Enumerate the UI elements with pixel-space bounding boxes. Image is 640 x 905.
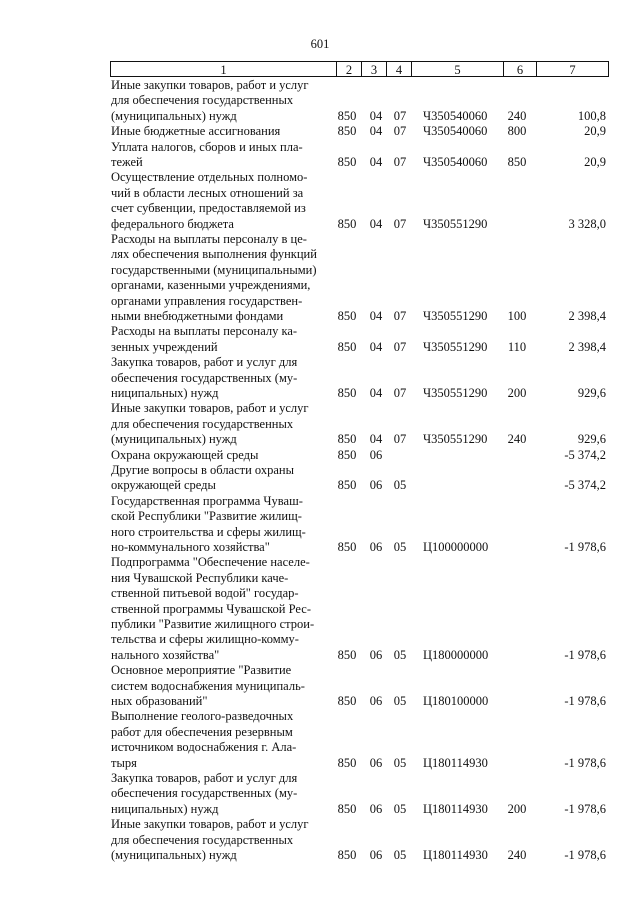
row-cell-3: 04 — [369, 154, 383, 169]
row-cell-2: 850 — [337, 124, 357, 139]
row-cell-4: 07 — [393, 108, 407, 123]
row-name — [111, 463, 319, 494]
row-cell-7: -1 978,6 — [564, 755, 606, 770]
row-cell-5: Ч350551290 — [423, 432, 488, 447]
row-cell-7: -1 978,6 — [564, 539, 606, 554]
table-row — [0, 170, 640, 232]
row-name-line: для обеспечения государственных — [111, 93, 294, 108]
row-name-line: ниципальных) нужд — [111, 386, 219, 400]
row-cell-5: Ч350551290 — [423, 385, 488, 400]
row-name-line: Подпрограмма "Обеспечение населе- — [111, 555, 310, 570]
row-cell-6: 200 — [507, 801, 527, 816]
row-cell-3: 04 — [369, 108, 383, 123]
row-cell-3: 06 — [369, 447, 383, 462]
row-name-line: Иные бюджетные ассигнования — [111, 124, 281, 139]
row-cell-5: Ч350551290 — [423, 339, 488, 354]
page-number: 601 — [310, 37, 330, 51]
row-name — [111, 709, 319, 771]
row-name-line: лях обеспечения выполнения функций — [111, 247, 317, 262]
row-name-line: федерального бюджета — [111, 216, 234, 231]
row-cell-5: Ц180100000 — [423, 693, 489, 708]
row-name-line: Иные закупки товаров, работ и услуг — [111, 817, 309, 832]
row-name-line: Закупка товаров, работ и услуг для — [111, 771, 298, 785]
row-name-line: ской Республики "Развитие жилищ- — [111, 509, 302, 524]
row-cell-7: -1 978,6 — [564, 847, 606, 862]
table-row — [0, 817, 640, 863]
header-cell-5: 5 — [411, 61, 503, 77]
row-cell-5: Ч350551290 — [423, 308, 488, 323]
row-name-line: (муниципальных) нужд — [111, 432, 237, 447]
row-cell-4: 05 — [393, 847, 407, 862]
row-cell-2: 850 — [337, 447, 357, 462]
row-name-line: нального хозяйства" — [111, 647, 220, 662]
row-cell-2: 850 — [337, 432, 357, 447]
row-name-line: органами управления государствен- — [111, 293, 303, 308]
row-cell-5: Ц180114930 — [423, 801, 488, 816]
row-cell-3: 04 — [369, 432, 383, 447]
row-cell-4: 07 — [393, 385, 407, 400]
row-name-line: Закупка товаров, работ и услуг для — [111, 355, 298, 370]
row-cell-5: Ч350540060 — [423, 108, 488, 123]
header-cell-3: 3 — [361, 61, 386, 77]
row-cell-6: 200 — [507, 385, 527, 400]
row-cell-4: 05 — [393, 539, 407, 554]
row-name-line: Основное мероприятие "Развитие — [111, 663, 292, 678]
row-name-line: Расходы на выплаты персоналу в це- — [111, 232, 307, 246]
row-cell-2: 850 — [337, 385, 357, 400]
row-cell-3: 04 — [369, 124, 383, 139]
row-name-line: ного строительства и сферы жилищ- — [111, 524, 306, 539]
row-name-line: чий в области лесных отношений за — [111, 185, 304, 200]
row-name — [111, 232, 319, 324]
row-name-line: работ для обеспечения резервным — [111, 724, 293, 739]
row-cell-2: 850 — [337, 801, 357, 816]
row-cell-3: 04 — [369, 308, 383, 323]
row-name-line: ния Чувашской Республики каче- — [111, 570, 289, 585]
row-cell-7: -1 978,6 — [564, 693, 606, 708]
row-cell-7: 929,6 — [577, 432, 606, 447]
row-name-line: ных образований" — [111, 694, 208, 708]
row-cell-7: 2 398,4 — [568, 339, 606, 354]
row-cell-4: 07 — [393, 308, 407, 323]
table-row — [0, 140, 640, 171]
row-name-line: Уплата налогов, сборов и иных пла- — [111, 139, 303, 154]
row-name-line: органами, казенными учреждениями, — [111, 278, 311, 293]
row-cell-2: 850 — [337, 154, 357, 169]
table-row — [0, 663, 640, 709]
row-name-line: государственными (муниципальными) — [111, 262, 317, 277]
row-name-line: Иные закупки товаров, работ и услуг — [111, 401, 309, 416]
table-row — [0, 771, 640, 817]
row-cell-6: 850 — [507, 154, 527, 169]
row-name — [111, 817, 319, 863]
row-name — [111, 170, 319, 232]
table-row — [0, 324, 640, 355]
row-name-line: Расходы на выплаты персоналу ка- — [111, 324, 298, 339]
table-row — [0, 709, 640, 771]
row-name — [111, 448, 319, 463]
row-cell-3: 04 — [369, 216, 383, 231]
row-name-line: тыря — [111, 755, 137, 770]
row-cell-6: 110 — [507, 339, 527, 354]
row-cell-6: 240 — [507, 432, 527, 447]
row-name-line: окружающей среды — [111, 478, 216, 493]
row-cell-2: 850 — [337, 693, 357, 708]
header-cell-7: 7 — [536, 61, 609, 77]
row-name-line: (муниципальных) нужд — [111, 108, 237, 123]
row-cell-4: 07 — [393, 154, 407, 169]
row-name — [111, 78, 319, 124]
row-name-line: Другие вопросы в области охраны — [111, 463, 295, 477]
row-cell-2: 850 — [337, 308, 357, 323]
row-name-line: Иные закупки товаров, работ и услуг — [111, 78, 309, 92]
row-name-line: ственной программы Чувашской Рес- — [111, 601, 311, 616]
row-cell-4: 05 — [393, 647, 407, 662]
table-row — [0, 401, 640, 447]
row-cell-7: -1 978,6 — [564, 647, 606, 662]
row-name-line: тельства и сферы жилищно-комму- — [111, 632, 299, 647]
row-cell-5: Ц180000000 — [423, 647, 489, 662]
row-cell-7: 20,9 — [584, 154, 606, 169]
row-cell-4: 07 — [393, 432, 407, 447]
row-cell-7: 929,6 — [577, 385, 606, 400]
row-name-line: зенных учреждений — [111, 339, 218, 354]
row-name — [111, 355, 319, 401]
row-cell-2: 850 — [337, 539, 357, 554]
row-cell-5: Ч350551290 — [423, 216, 488, 231]
row-name-line: обеспечения государственных (му- — [111, 786, 298, 801]
row-name-line: для обеспечения государственных — [111, 832, 294, 847]
row-name-line: источником водоснабжения г. Ала- — [111, 740, 297, 755]
row-name-line: ными внебюджетными фондами — [111, 309, 284, 324]
row-name-line: Осуществление отдельных полномо- — [111, 170, 308, 185]
row-cell-7: 3 328,0 — [568, 216, 606, 231]
table-row — [0, 463, 640, 494]
row-name — [111, 124, 319, 139]
table-row — [0, 232, 640, 324]
row-name-line: ственной питьевой водой" государ- — [111, 586, 299, 601]
row-cell-3: 06 — [369, 693, 383, 708]
row-name-line: (муниципальных) нужд — [111, 848, 237, 862]
row-cell-2: 850 — [337, 216, 357, 231]
row-cell-3: 06 — [369, 478, 383, 493]
row-cell-4: 07 — [393, 339, 407, 354]
row-cell-2: 850 — [337, 478, 357, 493]
table-row — [0, 448, 640, 463]
row-cell-3: 06 — [369, 539, 383, 554]
row-cell-4: 07 — [393, 124, 407, 139]
row-name-line: Выполнение геолого-разведочных — [111, 709, 294, 724]
row-name-line: Государственная программа Чуваш- — [111, 493, 303, 508]
row-cell-2: 850 — [337, 847, 357, 862]
table-row — [0, 124, 640, 139]
row-cell-6: 240 — [507, 847, 527, 862]
row-name-line: ниципальных) нужд — [111, 801, 219, 816]
row-name-line: публики "Развитие жилищного строи- — [111, 617, 315, 632]
row-name — [111, 324, 319, 355]
table-row — [0, 494, 640, 556]
row-cell-7: -5 374,2 — [564, 447, 606, 462]
row-name-line: но-коммунального хозяйства" — [111, 540, 270, 555]
row-name-line: для обеспечения государственных — [111, 416, 294, 431]
row-cell-3: 04 — [369, 339, 383, 354]
row-cell-5: Ц100000000 — [423, 539, 489, 554]
row-name-line: тежей — [111, 155, 143, 169]
row-name — [111, 555, 319, 663]
row-name-line: систем водоснабжения муниципаль- — [111, 678, 305, 693]
row-name-line: счет субвенции, предоставляемой из — [111, 201, 306, 216]
header-cell-2: 2 — [336, 61, 361, 77]
table-row — [0, 555, 640, 663]
row-cell-4: 05 — [393, 801, 407, 816]
row-cell-6: 100 — [507, 308, 527, 323]
row-cell-3: 06 — [369, 647, 383, 662]
row-name — [111, 494, 319, 556]
row-cell-4: 07 — [393, 216, 407, 231]
row-cell-2: 850 — [337, 647, 357, 662]
row-name — [111, 663, 319, 709]
row-name-line: Охрана окружающей среды — [111, 447, 259, 462]
row-cell-4: 05 — [393, 693, 407, 708]
row-cell-6: 800 — [507, 124, 527, 139]
row-cell-7: -5 374,2 — [564, 478, 606, 493]
row-cell-7: 100,8 — [577, 108, 606, 123]
row-name — [111, 771, 319, 817]
row-cell-3: 06 — [369, 847, 383, 862]
row-cell-7: 2 398,4 — [568, 308, 606, 323]
row-cell-4: 05 — [393, 478, 407, 493]
row-cell-5: Ч350540060 — [423, 154, 488, 169]
row-cell-5: Ц180114930 — [423, 755, 488, 770]
row-cell-4: 05 — [393, 755, 407, 770]
row-name — [111, 401, 319, 447]
row-cell-3: 06 — [369, 755, 383, 770]
row-cell-2: 850 — [337, 339, 357, 354]
row-cell-3: 06 — [369, 801, 383, 816]
header-cell-6: 6 — [503, 61, 536, 77]
table-row — [0, 355, 640, 401]
row-cell-5: Ч350540060 — [423, 124, 488, 139]
row-cell-7: 20,9 — [584, 124, 606, 139]
row-cell-2: 850 — [337, 755, 357, 770]
row-cell-5: Ц180114930 — [423, 847, 488, 862]
table-row — [0, 78, 640, 124]
row-name — [111, 140, 319, 171]
row-cell-3: 04 — [369, 385, 383, 400]
header-cell-1: 1 — [110, 61, 336, 77]
row-name-line: обеспечения государственных (му- — [111, 370, 298, 385]
header-cell-4: 4 — [386, 61, 411, 77]
row-cell-7: -1 978,6 — [564, 801, 606, 816]
row-cell-2: 850 — [337, 108, 357, 123]
row-cell-6: 240 — [507, 108, 527, 123]
